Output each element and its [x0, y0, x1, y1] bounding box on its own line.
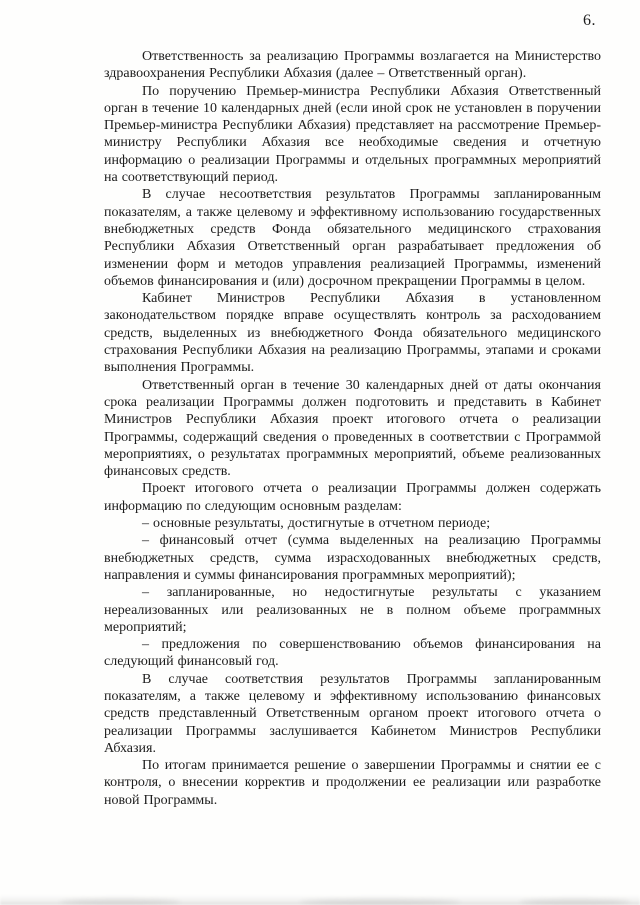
list-item-unachieved-results: – запланированные, но недостигнутые результаты с указанием нереализованных или реализованных не в полном объеме программных мероприятий;	[104, 585, 601, 635]
list-item-main-results: – основные результаты, достигнутые в отчетном периоде;	[142, 516, 491, 532]
paragraph-report-sections-intro: Проект итогового отчета о реализации Программы должен содержать информацию по следующим основным разделам:	[104, 481, 601, 514]
scan-artifact-blotch	[60, 899, 180, 905]
scan-artifact-blotch	[300, 899, 460, 905]
paragraph-pm-instruction: По поручению Премьер-министра Республики Абхазия Ответственный орган в течение 10 календарных дней (если иной срок не установлен в поручении Премьер-министра Республики Абхазия) представляет на рассмотрение Премьер-министру Республики Абхазия все необходимые сведения и отчетную информацию о реализации Программы и отдельных программных мероприятий на соответствующий период.	[104, 83, 601, 186]
document-body	[104, 48, 601, 809]
paragraph-compliance-hearing: В случае соответствия результатов Программы запланированным показателям, а также целевому и эффективному использованию финансовых средств представленный Ответственным органом проект итогового отчета о реализации Программы заслушивается Кабинетом Министров Республики Абхазия.	[104, 671, 601, 756]
paragraph-final-report-30days: Ответственный орган в течение 30 календарных дней от даты окончания срока реализации Программы должен подготовить и представить в Кабинет Министров Республики Абхазия проект итогового отчета о реализации Программы, содержащий сведения о проведенных в соответствии с Программой мероприятиях, о результатах программных мероприятий, объеме реализованных финансовых средств.	[104, 377, 601, 480]
paragraph-noncompliance: В случае несоответствия результатов Программы запланированным показателям, а также целевому и эффективному использованию государственных внебюджетных средств Фонда обязательного медицинского страхования Республики Абхазия Ответственный орган разрабатывает предложения об изменении форм и методов управления реализацией Программы, изменений объемов финансирования и (или) досрочном прекращении Программы в целом.	[104, 187, 601, 289]
list-item-funding-proposals: – предложения по совершенствованию объемов финансирования на следующий финансовый год.	[104, 637, 601, 670]
scan-artifact-bottom-edge	[0, 895, 640, 905]
paragraph-cabinet-control: Кабинет Министров Республики Абхазия в установленном законодательством порядке вправе осуществлять контроль за расходованием средств, выделенных из внебюджетного Фонда обязательного медицинского страхования Республики Абхазия на реализацию Программы, этапами и сроками выполнения Программы.	[104, 291, 601, 376]
paragraph-final-decision: По итогам принимается решение о завершении Программы и снятии ее с контроля, о внесении корректив и продолжении ее реализации или разработке новой Программы.	[104, 758, 601, 808]
list-item-financial-report: – финансовый отчет (сумма выделенных на реализацию Программы внебюджетных средств, сумма израсходованных внебюджетных средств, направления и суммы финансирования программных мероприятий);	[104, 533, 601, 583]
paragraph-responsibility: Ответственность за реализацию Программы возлагается на Министерство здравоохранения Республики Абхазия (далее – Ответственный орган).	[104, 49, 601, 82]
page-number: 6.	[583, 12, 596, 29]
scan-artifact-blotch	[520, 899, 630, 905]
